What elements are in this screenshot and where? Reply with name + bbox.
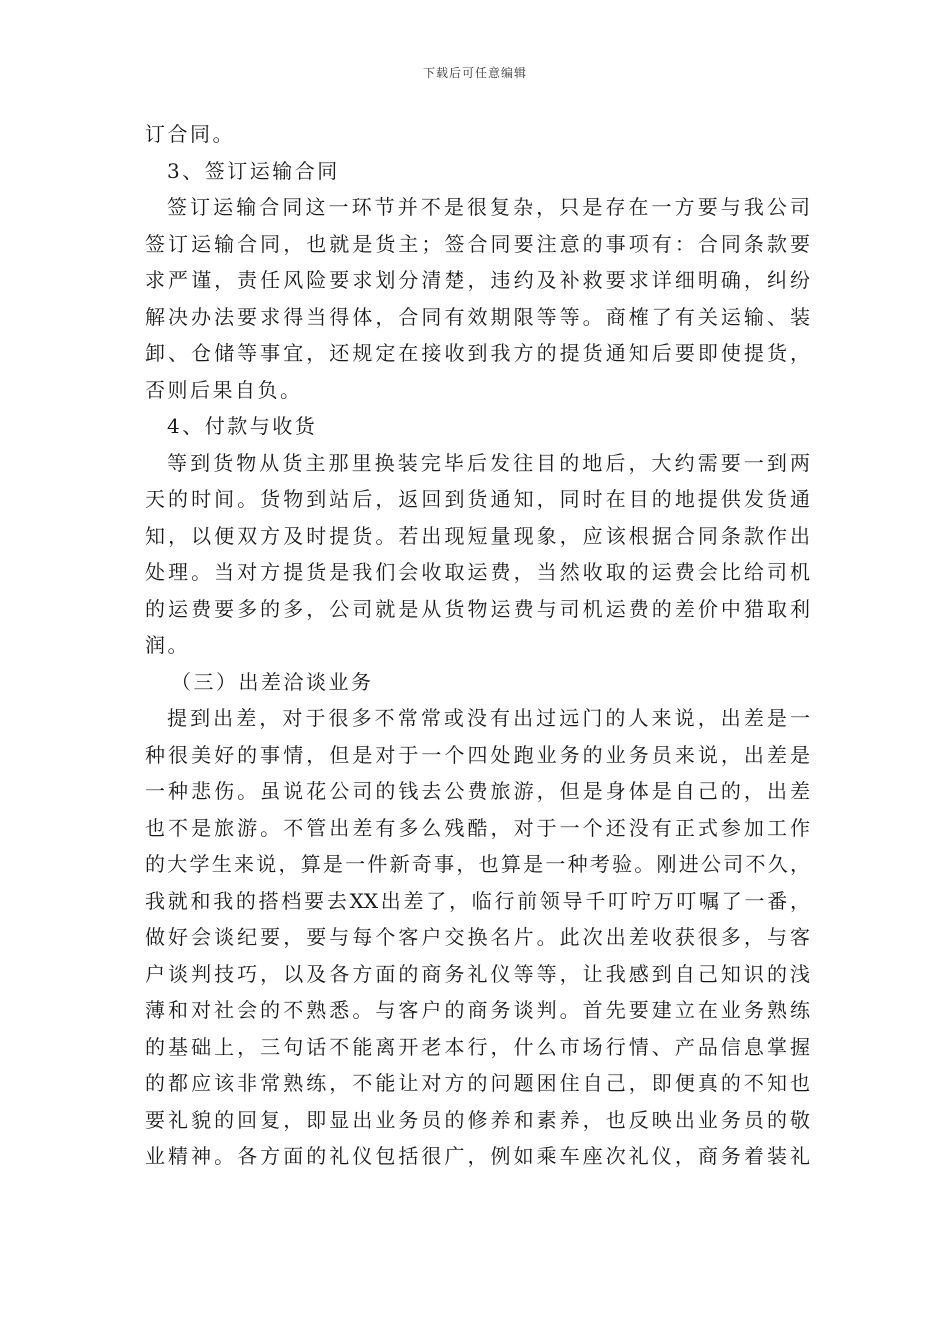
paragraph-line: 知，以便双方及时提货。若出现短量现象，应该根据合同条款作出 — [145, 523, 810, 548]
paragraph-line: 解决办法要求得当得体，合同有效期限等等。商榷了有关运输、装 — [145, 304, 810, 329]
paragraph-line: 的都应该非常熟练，不能让对方的问题困住自己，即便真的不知也 — [145, 1071, 810, 1095]
paragraph-line: 提到出差，对于很多不常常或没有出过远门的人来说，出差是一 — [167, 706, 810, 730]
paragraph-line: 签订运输合同这一环节并不是很复杂，只是存在一方要与我公司 — [167, 195, 810, 219]
paragraph-line: 处理。当对方提货是我们会收取运费，当然收取的运费会比给司机 — [145, 560, 810, 584]
paragraph-line: 签订运输合同，也就是货主；签合同要注意的事项有：合同条款要 — [145, 231, 810, 256]
paragraph-line: 否则后果自负。 — [145, 377, 303, 402]
paragraph-line: 润。 — [145, 633, 190, 657]
paragraph-line: 也不是旅游。不管出差有多么残酷，对于一个还没有正式参加工作 — [145, 815, 810, 840]
section-heading: 4、付款与收货 — [167, 414, 318, 438]
paragraph-line: 的基础上，三句话不能离开老本行，什么市场行情、产品信息掌握 — [145, 1034, 810, 1059]
paragraph-line: 的运费要多的多，公司就是从货物运费与司机运费的差价中猎取利 — [145, 596, 810, 621]
paragraph-line: 天的时间。货物到站后，返回到货通知，同时在目的地提供发货通 — [145, 487, 810, 511]
paragraph-line: 种很美好的事情，但是对于一个四处跑业务的业务员来说，出差是 — [145, 742, 810, 767]
document-body — [145, 116, 810, 1175]
page-header: 下载后可任意编辑 — [422, 66, 527, 80]
paragraph-line: 订合同。 — [145, 122, 235, 146]
section-heading: （三）出差洽谈业务 — [171, 669, 374, 694]
paragraph-line: 一种悲伤。虽说花公司的钱去公费旅游，但是身体是自己的，出差 — [145, 779, 810, 803]
paragraph-line: 卸、仓储等事宜，还规定在接收到我方的提货通知后要即使提货， — [145, 341, 810, 365]
paragraph-line: 要礼貌的回复，即显出业务员的修养和素养，也反映出业务员的敬 — [145, 1107, 810, 1132]
paragraph-line: 薄和对社会的不熟悉。与客户的商务谈判。首先要建立在业务熟练 — [145, 998, 810, 1022]
paragraph-line: 业精神。各方面的礼仪包括很广，例如乘车座次礼仪，商务着装礼 — [145, 1144, 810, 1168]
paragraph-line: 户谈判技巧，以及各方面的商务礼仪等等，让我感到自己知识的浅 — [145, 961, 810, 986]
paragraph-line: 做好会谈纪要，要与每个客户交换名片。此次出差收获很多，与客 — [145, 925, 810, 949]
section-heading: 3、签订运输合同 — [167, 158, 340, 183]
paragraph-line: 我就和我的搭档要去XX出差了，临行前领导千叮咛万叮嘱了一番， — [145, 888, 810, 913]
paragraph-line: 的大学生来说，算是一件新奇事，也算是一种考验。刚进公司不久， — [145, 852, 810, 876]
paragraph-line: 等到货物从货主那里换装完毕后发往目的地后，大约需要一到两 — [167, 450, 810, 475]
paragraph-line: 求严谨，责任风险要求划分清楚，违约及补救要求详细明确，纠纷 — [145, 268, 810, 292]
